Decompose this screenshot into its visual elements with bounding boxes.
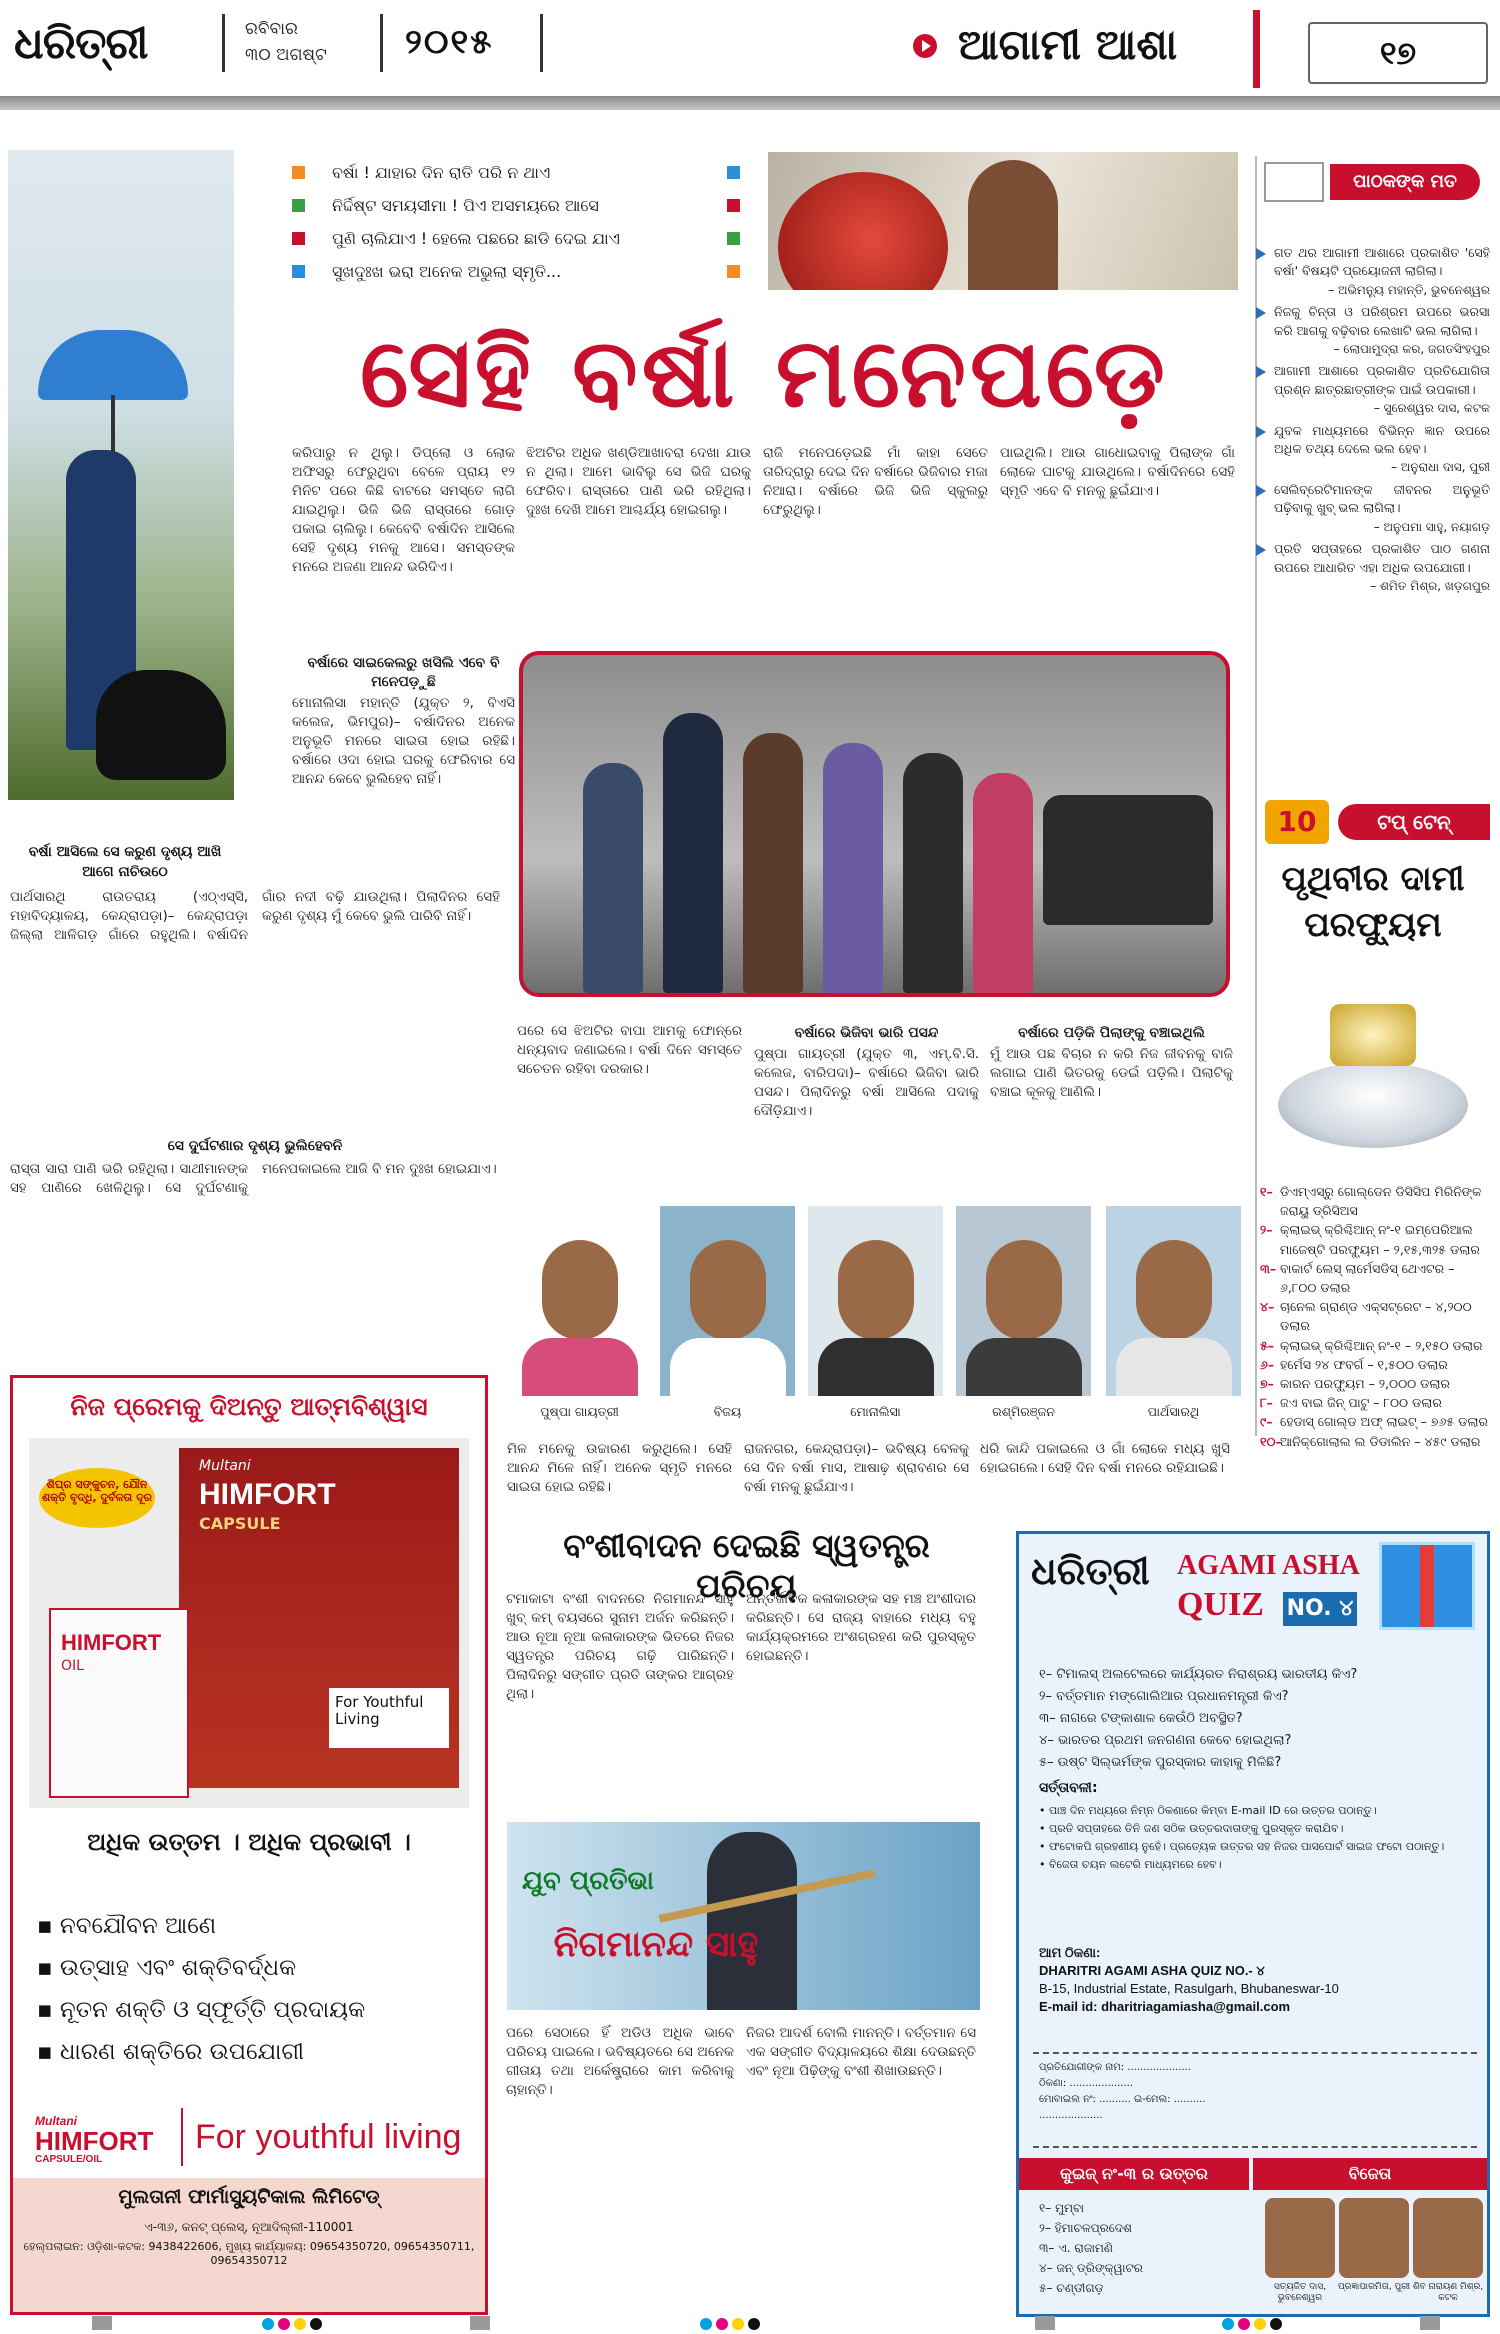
quiz-questions <box>1039 1664 1479 1774</box>
portrait-strip <box>512 1206 1242 1424</box>
masthead-divider <box>380 14 383 72</box>
article-col: ନିଜର ଆଦର୍ଶ ବୋଲି ମାନନ୍ତି। ବର୍ତ୍ତମାନ ସେ ଏକ ସଙ୍ଗୀତ ବିଦ୍ୟାଳୟରେ ଶିକ୍ଷା ଦେଉଛନ୍ତି ଏବଂ ନୂଆ ପିଢ଼ିଙ୍କୁ ବଂଶୀ ଶିଖାଉଛନ୍ତି। <box>746 2025 976 2079</box>
cmyk-dot <box>262 2318 274 2330</box>
cmyk-dot <box>716 2318 728 2330</box>
bullet-item: ପୁଣି ଚାଲିଯାଏ ! ହେଲେ ପଛରେ ଛାଡି ଦେଇ ଯାଏ <box>292 222 752 255</box>
article-col: ପରେ ସେ ଝିଅଟିର ବାପା ଆମକୁ ଫୋନ୍‌ରେ ଧନ୍ୟବାଦ ଜଣାଇଲେ। ବର୍ଷା ଦିନେ ସମସ୍ତେ ସଚେତନ ରହିବା ଦରକାର। <box>517 1023 742 1077</box>
triangle-bullet-icon <box>1256 544 1266 556</box>
letter-item: ସେଲିବ୍ରେଟିମାନଙ୍କ ଜୀବନର ଅନୁଭୂତି ପଢ଼ିବାକୁ ଖୁବ୍ ଭଲ ଲାଗିଲା। – ଅନୁପମା ସାହୁ, ନୟାଗଡ଼ <box>1256 481 1490 536</box>
quiz-title: AGAMI ASHA <box>1177 1550 1360 1581</box>
woman-red-umbrella-photo <box>768 152 1238 290</box>
sidebar-header <box>1264 156 1489 206</box>
ad-phones: ହେଲ୍ପଲାଇନ: ଓଡ଼ିଶା-କଟକ: 9438422606, ମୁଖ୍ୟ କାର୍ଯ୍ୟାଳୟ: 09654350720, 09654350711, 09654350712 <box>23 2240 475 2267</box>
triangle-bullet-icon <box>1256 485 1266 497</box>
letter-item: ଯୁବକ ମାଧ୍ୟମରେ ବିଭିନ୍ନ ଜ୍ଞାନ ଉପରେ ଅଧିକ ତଥ୍ୟ ଦେଲେ ଭଲ ହେବ। – ଅନୁରାଧା ଦାସ, ପୁରୀ <box>1256 422 1490 477</box>
winner-name: ସତ୍ୟଜିତ ଦାସ, ଭୁବନେଶ୍ୱର <box>1273 2282 1327 2303</box>
masthead-date-text: ୩୦ ଅଗଷ୍ଟ <box>245 45 327 65</box>
portrait-name: ବିଜୟ <box>713 1404 742 1419</box>
envelope-icon <box>1264 162 1324 202</box>
square-bullet-icon <box>292 199 305 212</box>
article-col: ପରେ ସେଠାରେ ହିଁ ଅଡିଓ ଅଧିକ ଭାବେ ପରିଚୟ ପାଇଲେ। ଭବିଷ୍ୟତରେ ସେ ଅନେକ ଗୀତାୟ ତଥା ଅର୍କେଷ୍ଟ୍ରାରେ କାମ କରିବାକୁ ଚାହାନ୍ତି। <box>506 2025 734 2098</box>
newspaper-logo: ଧରିତ୍ରୀ <box>14 18 148 69</box>
quiz-question: ୩– ନାଗରେ ଟଙ୍କାଶାଳ କେଉଁଠି ଅବସ୍ଥିତ? <box>1039 1711 1243 1726</box>
portrait-name: ପୁଷ୍ପା ଗାୟତ୍ରୀ <box>540 1404 619 1419</box>
form-line: ମୋବାଇଲ ନଂ: .......... ଇ-ମେଲ: .......... <box>1039 2094 1206 2105</box>
cmyk-dot <box>732 2318 744 2330</box>
himfort-advertisement[interactable] <box>10 1375 488 2315</box>
article-col: ଧରି କାନ୍ଦି ପକାଇଲେ ଓ ଗାଁ ଲୋକେ ମଧ୍ୟ ଖୁସି ହୋଇଗଲେ। ସେହି ଦିନ ବର୍ଷା ମନରେ ରହିଯାଇଛି। <box>980 1441 1230 1476</box>
square-bullet-icon <box>727 265 740 278</box>
reader-letters <box>1256 244 1490 599</box>
car-shape <box>1043 795 1213 925</box>
square-bullet-icon <box>292 265 305 278</box>
artist-name: ନିଗମାନନ୍ଦ ସାହୁ <box>553 1924 759 1965</box>
ad-company: ମୁଲତାନୀ ଫାର୍ମାସ୍ୟୁଟିକାଲ ଲିମିଟେଡ୍ <box>118 2186 380 2208</box>
square-bullet-icon <box>727 232 740 245</box>
triangle-bullet-icon <box>1256 248 1266 260</box>
cmyk-dot <box>278 2318 290 2330</box>
list-item: ୯– ହେଡାସ୍‌ ଗୋଲ୍ଡ ଅଫ୍ ଲାଇଟ୍ – ୭୬୫ ଡଲାର <box>1260 1414 1488 1430</box>
square-bullet-icon <box>292 166 305 179</box>
article-col: ପାର୍ଥସାରଥି ରାଉତରାୟ (ଏଠ୍‌ଏସ୍‌ସି, ମହାବିଦ୍ୟାଳୟ, କେନ୍ଦ୍ରାପଡ଼ା)– କେନ୍ଦ୍ରାପଡ଼ା ଜିଲ୍ଲା ଆଳିଗଡ଼ ଗାଁରେ ରହୁଥିଲି। ବର୍ଷାଦିନ ଗାଁର ନଦୀ ବଢ଼ି ଯାଉଥିଲା। ପିଲାଦିନର ସେହି କରୁଣ ଦୃଶ୍ୟ ମୁଁ କେବେ ଭୁଲି ପାରିବି ନାହିଁ। <box>10 889 500 943</box>
article-col: ରାସ୍ତା ସାରା ପାଣି ଭରି ରହିଥିଲା। ସାଥୀମାନଙ୍କ ସହ ପାଣିରେ ଖେଳିଥିଲୁ। ସେ ଦୁର୍ଘଟଣାକୁ ମନେପକାଇଲେ ଆଜି ବି ମନ ଦୁଃଖ ହୋଇଯାଏ। <box>10 1161 497 1196</box>
ad-tagline: ଅଧିକ ଉତ୍ତମ । ଅଧିକ ପ୍ରଭାବୀ । <box>87 1828 411 1856</box>
portrait-name: ପାର୍ଥସାରଥି <box>1147 1404 1200 1419</box>
quiz-logo: ଧରିତ୍ରୀ <box>1031 1548 1150 1593</box>
list-item: ୩– ବାକାର୍ଟ ଲେସ୍ ଲାର୍ମେସଡିସ୍ ଥେଏଟର – ୬,୮୦୦ ଡଲାର <box>1260 1260 1455 1296</box>
article-col: ରାଜନଗର, କେନ୍ଦ୍ରାପଡ଼ା)– ଭବିଷ୍ୟ ବେଳକୁ ସେ ଦିନ ବର୍ଷା ମାସ, ଆଷାଢ଼ ଶ୍ରାବଣର ସେ ବର୍ଷା ମନକୁ ଛୁଇଁଯାଏ। <box>744 1441 969 1495</box>
cmyk-dot <box>1222 2318 1234 2330</box>
portrait <box>660 1206 795 1396</box>
article-col: ଟମାକାଟା ବଂଶୀ ବାଦନରେ ନିଗମାନନ୍ଦ ସାହୁ ଖୁବ୍ କମ୍ ବୟସରେ ସୁନାମ ଅର୍ଜନ କରିଛନ୍ତି। ଆଉ ନୂଆ ନୂଆ କଳାକାରଙ୍କ ଭିତରେ ନିଜର ସ୍ୱତନ୍ତ୍ର ପରିଚୟ ଗଢ଼ି ପାରିଛନ୍ତି। ପିଲାଦିନରୁ ସଙ୍ଗୀତ ପ୍ରତି ତାଙ୍କର ଆଗ୍ରହ ଥିଲା। <box>506 1591 734 1702</box>
top10-tag: ଟପ୍ ଟେନ୍ <box>1338 804 1490 840</box>
masthead-divider <box>222 14 225 72</box>
form-line: ପ୍ରତିଯୋଗୀଙ୍କ ନାମ: .................... <box>1039 2062 1191 2073</box>
quiz-conditions-title: ସର୍ତ୍ତାବଳୀ: <box>1039 1780 1098 1796</box>
registration-mark <box>1035 2316 1055 2330</box>
cmyk-dot <box>1270 2318 1282 2330</box>
ad-feature: ▪ ନୂତନ ଶକ୍ତି ଓ ସ୍ଫୂର୍ତ୍ତି ପ୍ରଦାୟକ <box>37 1997 366 2023</box>
bullet-item: ସୁଖଦୁଃଖ ଭରା ଅନେକ ଅଭୁଲା ସ୍ମୃତି... <box>292 255 752 288</box>
portrait <box>808 1206 943 1396</box>
article-col: ପାଇଥିଲି। ଆଉ ଗାଧୋଇବାକୁ ପିଲାଙ୍କ ଗାଁ ଲୋକେ ଘାଟକୁ ଯାଉଥିଲେ। ବର୍ଷାଦିନରେ ସେହି ସ୍ମୃତି ଏବେ ବି ମନକୁ ଛୁଇଁଯାଏ। <box>1000 445 1235 499</box>
list-item: ୨– କ୍ଲାଇଭ୍ କ୍ରିଶ୍ଚିଆନ୍ ନଂ-୧ ଇମ୍ପେରିଆଲ ମାଜେଷ୍ଟି ପରଫ୍ୟୁମ – ୨,୧୫,୩୨୫ ଡଲାର <box>1260 1222 1480 1257</box>
letter-item: ଆଗାମୀ ଆଶାରେ ପ୍ରକାଶିତ ପ୍ରତିଯୋଗିତା ପ୍ରଶ୍ନ ଛାତ୍ରଛାତ୍ରୀଙ୍କ ପାଇଁ ଉପକାରୀ। – ସୁରେଶ୍ୱର ଦାସ, କଟକ <box>1256 362 1490 417</box>
letter-item: ନିଜକୁ ଚିନ୍ତା ଓ ପରିଶ୍ରମ ଉପରେ ଭରସା କରି ଆଗକୁ ବଢ଼ିବାର ଲେଖାଟି ଭଲ ଲାଗିଲା। – ଲୋପାମୁଦ୍ରା କର, ଜଗତସିଂହପୁର <box>1256 303 1490 358</box>
quiz-entry-form[interactable] <box>1033 2052 1477 2148</box>
ad-feature: ▪ ଧାରଣ ଶକ୍ତିରେ ଉପଯୋଗୀ <box>37 2039 305 2065</box>
bullet-item: ନିର୍ଦ୍ଦିଷ୍ଟ ସମୟସୀମା ! ପିଏ ଅସମୟରେ ଆସେ <box>292 189 752 222</box>
lead-bullets <box>292 156 752 288</box>
square-bullet-icon <box>292 232 305 245</box>
article-col: ବର୍ଷାରେ ପଡ଼ିକି ପିଲାଙ୍କୁ ବଞ୍ଚାଇଥିଲି ମୁଁ ଆଉ ପଛ ବିଚାର ନ କରି ନିଜ ଜୀବନକୁ ବାଜି ଲଗାଇ ପାଣି ଭିତରକୁ ଡେଇଁ ପଡ଼ିଲି। ପିଲାଟିକୁ ବଞ୍ଚାଇ କୂଳକୁ ଆଣିଲି। <box>990 1025 1233 1100</box>
article-col: ମିଳ ମନେକୁ ଉଚ୍ଚାରଣ କରୁଥିଲେ। ସେହି ଆନନ୍ଦ ମିଳେ ନାହିଁ। ଅନେକ ସ୍ମୃତି ମନରେ ସାଇତା ହୋଇ ରହିଛି। <box>507 1441 732 1495</box>
triangle-bullet-icon <box>1256 426 1266 438</box>
winner-name: ଶିବ ନାରାୟଣ ମିଶ୍ର, କଟକ <box>1412 2282 1484 2303</box>
headline: ସେହି ବର୍ଷା ମନେପଡ଼େ <box>360 316 1169 429</box>
article-col: ବର୍ଷାରେ ସାଇକେଲରୁ ଖସିଲି ଏବେ ବି ମନେପଡ଼ୁଛି ମୋନାଲିସା ମହାନ୍ତି (ଯୁକ୍ତ ୨, ବିଏସି କଲେଜ, ଭିମପୁର)– ବର୍ଷାଦିନର ଅନେକ ଅନୁଭୂତି ମନରେ ସାଇତା ହୋଇ ରହିଛି। ବର୍ଷାରେ ଓଦା ହୋଇ ଘରକୁ ଫେରିବାର ସେ ଆନନ୍ଦ କେବେ ଭୁଲିହେବ ନାହିଁ। <box>292 655 515 787</box>
masthead-day: ରବିବାର <box>245 19 298 39</box>
letter-item: ପ୍ରତି ସପ୍ତାହରେ ପ୍ରକାଶିତ ପାଠ ଗଣନା ଉପରେ ଆଧାରିତ ଏହା ଅଧିକ ଉପଯୋଗୀ। – ଶମିତ ମିଶ୍ର, ଖଡ଼ଗପୁର <box>1256 540 1490 595</box>
list-item: ୮– ଜଏ ବାଇ ଜିନ୍ ପାଟୁ – ୮୦୦ ଡଲାର <box>1260 1395 1442 1411</box>
article-col: ଅନ୍ତର୍ଜାତିକ କଳାକାରଙ୍କ ସହ ମଞ୍ଚ ଅଂଶୀଦାର କରିଛନ୍ତି। ସେ ରାଜ୍ୟ ବାହାରେ ମଧ୍ୟ ବହୁ କାର୍ଯ୍ୟକ୍ରମରେ ଅଂଶଗ୍ରହଣ କରି ପୁରସ୍କୃତ ହୋଇଛନ୍ତି। <box>746 1591 976 1664</box>
quiz-word: QUIZ <box>1177 1586 1264 1623</box>
ad-feature: ▪ ନବଯୌବନ ଆଣେ <box>37 1913 217 1939</box>
ad-footer-brand: Multani HIMFORT CAPSULE/OIL <box>35 2114 154 2165</box>
photo-caption: ବର୍ଷା ଆସିଲେ ସେ କରୁଣ ଦୃଶ୍ୟ ଆଖି ଆଗେ ନାଚିଉଠେ <box>28 844 222 880</box>
masthead-rule <box>0 96 1500 110</box>
quiz-number: NO. ୪ <box>1283 1592 1357 1626</box>
list-item: ୭– କାରନ ପରଫ୍ୟୁମ – ୨,୦୦୦ ଡଲାର <box>1260 1376 1450 1392</box>
ad-title: ନିଜ ପ୍ରେମକୁ ଦିଅନ୍ତୁ ଆତ୍ମବିଶ୍ୱାସ <box>70 1392 428 1421</box>
letter-item: ଗତ ଥର ଆଗାମୀ ଆଶାରେ ପ୍ରକାଶିତ 'ସେହି ବର୍ଷା' ବିଷୟଟି ପ୍ରୟୋଜନୀ ଲାଗିଲା। – ଅଭିମନ୍ୟୁ ମହାନ୍ତି, ଭୁବନେଶ୍ୱର <box>1256 244 1490 299</box>
dog-figure <box>96 670 226 780</box>
ad-badge: ଶିଘ୍ର ସଙ୍କୁଚନ, ଯୌନ ଶକ୍ତି ବୃଦ୍ଧି, ଦୁର୍ବଳତା ଦୂର <box>39 1468 155 1528</box>
product-image <box>29 1438 469 1808</box>
top10-badge: 10 <box>1265 800 1329 844</box>
registration-mark <box>1420 2316 1440 2330</box>
article-subhead: ସେ ଦୁର୍ଘଟଣାର ଦୃଶ୍ୟ ଭୁଲିହେବନି <box>167 1138 343 1154</box>
article-subhead: ବର୍ଷାରେ ଭିଜିବା ଭାରି ପସନ୍ଦ <box>794 1025 939 1041</box>
himfort-capsule-box: Multani HIMFORT CAPSULE For Youthful Living <box>179 1448 459 1788</box>
form-line: ଠିକଣା: .................... <box>1039 2078 1134 2089</box>
perfume-bottle-image <box>1268 1004 1478 1154</box>
quiz-question: ୧– ଟିମାଲସ୍ ଅଲଟେଲରେ କାର୍ଯ୍ୟରତ ନିରାଶ୍ରୟ ଭାରତୀୟ କିଏ? <box>1039 1667 1358 1682</box>
umbrella-boy-photo <box>8 150 234 800</box>
quiz-question: ୫– ଉଷ୍ଟ ସିଲ୍‌ଭର୍ମଙ୍କ ପୁରସ୍କାର କାହାକୁ ମିଳିଛି? <box>1039 1755 1282 1770</box>
list-item: ୪– ଚାନେଲ ଗ୍ରାଣ୍ଡ ଏକ୍ସଟ୍ରେଟ – ୪,୨୦୦ ଡଲାର <box>1260 1299 1472 1334</box>
list-item: ୬– ହର୍ମେସ ୨୪ ଫବର୍ଗ – ୧,୫୦୦ ଡଲାର <box>1260 1356 1448 1372</box>
page-number: ୧୭ <box>1308 22 1488 84</box>
quiz-conditions: • ପାଞ୍ଚ ଦିନ ମଧ୍ୟରେ ନିମ୍ନ ଠିକଣାରେ କିମ୍ବା E-mail ID ରେ ଉତ୍ତର ପଠାନ୍ତୁ। • ପ୍ରତି ସପ୍ତାହରେ ତିନି ଜଣ ସଠିକ ଉତ୍ତରଦାତାଙ୍କୁ ପୁରସ୍କୃତ କରାଯିବ। • ଫଟୋକପି ଗ୍ରହଣୀୟ ନୁହେଁ। ପ୍ରତ୍ୟେକ ଉତ୍ତର ସହ ନିଜର ପାସପୋର୍ଟ ସାଇଜ ଫଟୋ ପଠାନ୍ତୁ। • ବିଜେତା ଚୟନ ଲଟେରି ମାଧ୍ୟମରେ ହେବ। <box>1039 1804 1445 1871</box>
quiz-question: ୨– ବର୍ତ୍ତମାନ ମଙ୍ଗୋଲିଆର ପ୍ରଧାନମନ୍ତ୍ରୀ କିଏ? <box>1039 1689 1289 1704</box>
cmyk-dot <box>748 2318 760 2330</box>
winner-photo <box>1265 2198 1335 2278</box>
masthead <box>0 0 1500 100</box>
section-red-bar <box>1253 10 1260 88</box>
previous-answers-label: କୁଇଜ୍ ନଂ-୩ ର ଉତ୍ତର <box>1019 2158 1249 2190</box>
list-item: ୧– ଡିଏମ୍‌ଏସ୍‌ରୁ ଗୋଲ୍ଡେନ ଡିସିସିପ ମିରିନିଙ୍କ ଜରାୟୁ ଡ୍ରିସିଅସ <box>1260 1184 1482 1219</box>
ad-feature: ▪ ଉତ୍ସାହ ଏବଂ ଶକ୍ତିବର୍ଦ୍ଧକ <box>37 1955 297 1981</box>
article-col: କରିପାରୁ ନ ଥିଲୁ। ଡିପ୍ଲୋ ଓ ଲୋକ ଅଫିସରୁ ଫେରୁଥିବା ବେଳେ ପ୍ରାୟ ୧୨ ମିନିଟ ପରେ କିଛି ବାଟରେ ସମସ୍ତେ ଲାଗି ଯାଇଥିଲୁ। ଭିଜି ଭିଜି ରାସ୍ତାରେ ଗୋଡ଼ ପକାଇ ଚାଲିଲୁ। କେବେବି ବର୍ଷାଦିନ ଆସିଲେ ସେହି ଦୃଶ୍ୟ ମନକୁ ଆସେ। ସମସ୍ତଙ୍କ ମନରେ ଅଜଣା ଆନନ୍ଦ ଭରିଦିଏ। <box>292 445 515 575</box>
masthead-date <box>245 16 327 68</box>
bullet-item: ବର୍ଷା ! ଯାହାର ଦିନ ରାତି ପରି ନ ଥାଏ <box>292 156 752 189</box>
top10-list <box>1260 1182 1490 1451</box>
umbrella-shape <box>38 330 188 400</box>
play-bullet-icon <box>913 34 937 58</box>
cmyk-dot <box>1238 2318 1250 2330</box>
winner-photo <box>1413 2198 1483 2278</box>
triangle-bullet-icon <box>1256 366 1266 378</box>
cmyk-dot <box>294 2318 306 2330</box>
winner-name: ପ୍ରଜ୍ଞାପାରମିତା, ପୁରୀ <box>1337 2282 1411 2292</box>
ad-slogan: For youthful living <box>195 2118 462 2156</box>
list-item: ୧୦– ଆନିକ୍‌ଗୋଲାଲ ଲ ଡିଡାଲିନ – ୪୫୯ ଡଲାର <box>1260 1433 1481 1449</box>
article-subhead: ବର୍ଷାରେ ପଡ଼ିକି ପିଲାଙ୍କୁ ବଞ୍ଚାଇଥିଲି <box>1018 1025 1205 1041</box>
square-bullet-icon <box>727 166 740 179</box>
registration-mark <box>92 2316 112 2330</box>
himfort-oil-box: HIMFORT OIL <box>49 1608 189 1798</box>
form-line: .................... <box>1039 2110 1103 2121</box>
top10-title: ପୃଥିବୀର ଦାମୀ ପରଫ୍ୟୁମ <box>1281 859 1465 945</box>
registration-mark <box>470 2316 490 2330</box>
section-title: ଆଗାମୀ ଆଶା <box>958 20 1178 69</box>
juba-pratibha-label: ଯୁବ ପ୍ରତିଭା <box>522 1866 654 1896</box>
students-rain-photo <box>519 651 1230 997</box>
cmyk-dot <box>1254 2318 1266 2330</box>
sidebar-title: ପାଠକଙ୍କ ମତ <box>1330 164 1480 200</box>
triangle-bullet-icon <box>1256 307 1266 319</box>
portrait <box>512 1206 647 1396</box>
cmyk-dot <box>700 2318 712 2330</box>
article-col: ବର୍ଷାରେ ଭିଜିବା ଭାରି ପସନ୍ଦ ପୁଷ୍ପା ଗାୟତ୍ରୀ (ଯୁକ୍ତ ୩, ଏମ୍‌.ବି.ସି. କଲେଜ, ବାରିପଦା)– ବର୍ଷାରେ ଭିଜିବା ଭାରି ପସନ୍ଦ। ପିଲାଦିନରୁ ବର୍ଷା ଆସିଲେ ପଦାକୁ ଦୌଡ଼ିଯାଏ। <box>754 1025 979 1119</box>
cmyk-dot <box>310 2318 322 2330</box>
square-bullet-icon <box>727 199 740 212</box>
winner-photo <box>1339 2198 1409 2278</box>
bansi-headline: ବଂଶୀବାଦନ ଦେଇଛି ସ୍ୱତନ୍ତ୍ର ପରିଚୟ <box>563 1526 930 1605</box>
masthead-divider <box>540 14 543 72</box>
article-subhead: ବର୍ଷାରେ ସାଇକେଲରୁ ଖସିଲି ଏବେ ବି ମନେପଡ଼ୁଛି <box>307 655 500 690</box>
article-col: ଝିଅଟିର ଅଧିକ ଖଣ୍ଡିଆଖାବରା ଦେଖା ଯାଉ ନ ଥିଲା। ଆମେ ଭାବିଲୁ ସେ ଭିଜି ଘରକୁ ଫେରିବ। ରାସ୍ତାରେ ପାଣି ଭରି ରହିଥିଲା। ଦୁଃଖ ଦେଖି ଆମେ ଆଶ୍ଚର୍ଯ୍ୟ ହୋଇଗଲୁ। <box>526 445 751 518</box>
portrait <box>1106 1206 1241 1396</box>
article-col: ରାଜି ମନେପଡ଼େଇଛି ମାଁ କାହା ସେତେ ତାରିଦ୍ରାରୁ ଦେଇ ଦିନ ବର୍ଷାରେ ଭିଜିବାର ମଜା ନିଆରା। ବର୍ଷାରେ ଭିଜି ଭିଜି ସ୍କୁଲରୁ ଫେରୁଥିଲୁ। <box>763 445 988 518</box>
quiz-box <box>1016 1531 1490 2317</box>
portrait <box>956 1206 1091 1396</box>
quiz-address: ଆମ ଠିକଣା: DHARITRI AGAMI ASHA QUIZ NO.- ୪ B-15, Industrial Estate, Rasulgarh, Bhubaneswar-10 E-mail id: dharitriagamiasha@gmail.com <box>1039 1945 1339 2014</box>
winners-label: ବିଜେତା <box>1253 2158 1487 2190</box>
previous-answers: ୧– ମୁମ୍ବା ୨– ହିମାଚଳପ୍ରଦେଶ ୩– ଏ. ରାଜାମଣି ୪– ଜନ୍ ଡ୍ରିଙ୍କ୍‌ୱାଟର ୫– ଚଣ୍ଡୀଗଡ଼ <box>1039 2201 1143 2295</box>
portrait-name: ମୋନାଲିସା <box>850 1404 901 1419</box>
ad-address: ଏ-୩୬, କନଟ୍ ପ୍ଲେସ୍, ନୂଆଦିଲ୍ଲୀ-110001 <box>144 2220 354 2234</box>
portrait-name: ରଶ୍ମିରଞ୍ଜନ <box>992 1404 1055 1419</box>
quiz-results-bar <box>1019 2158 1487 2190</box>
list-item: ୫– କ୍ଲାଇଭ୍ କ୍ରିଶ୍ଚିଆନ୍ ନଂ-୧ – ୨,୧୫୦ ଡଲାର <box>1260 1337 1483 1353</box>
quiz-question: ୪– ଭାରତର ପ୍ରଥମ ଜନଗଣନା କେବେ ହୋଇଥିଲା? <box>1039 1733 1292 1748</box>
flute-player-photo <box>507 1822 980 2010</box>
masthead-year: ୨୦୧୫ <box>405 22 494 62</box>
gift-box-icon <box>1379 1542 1475 1630</box>
